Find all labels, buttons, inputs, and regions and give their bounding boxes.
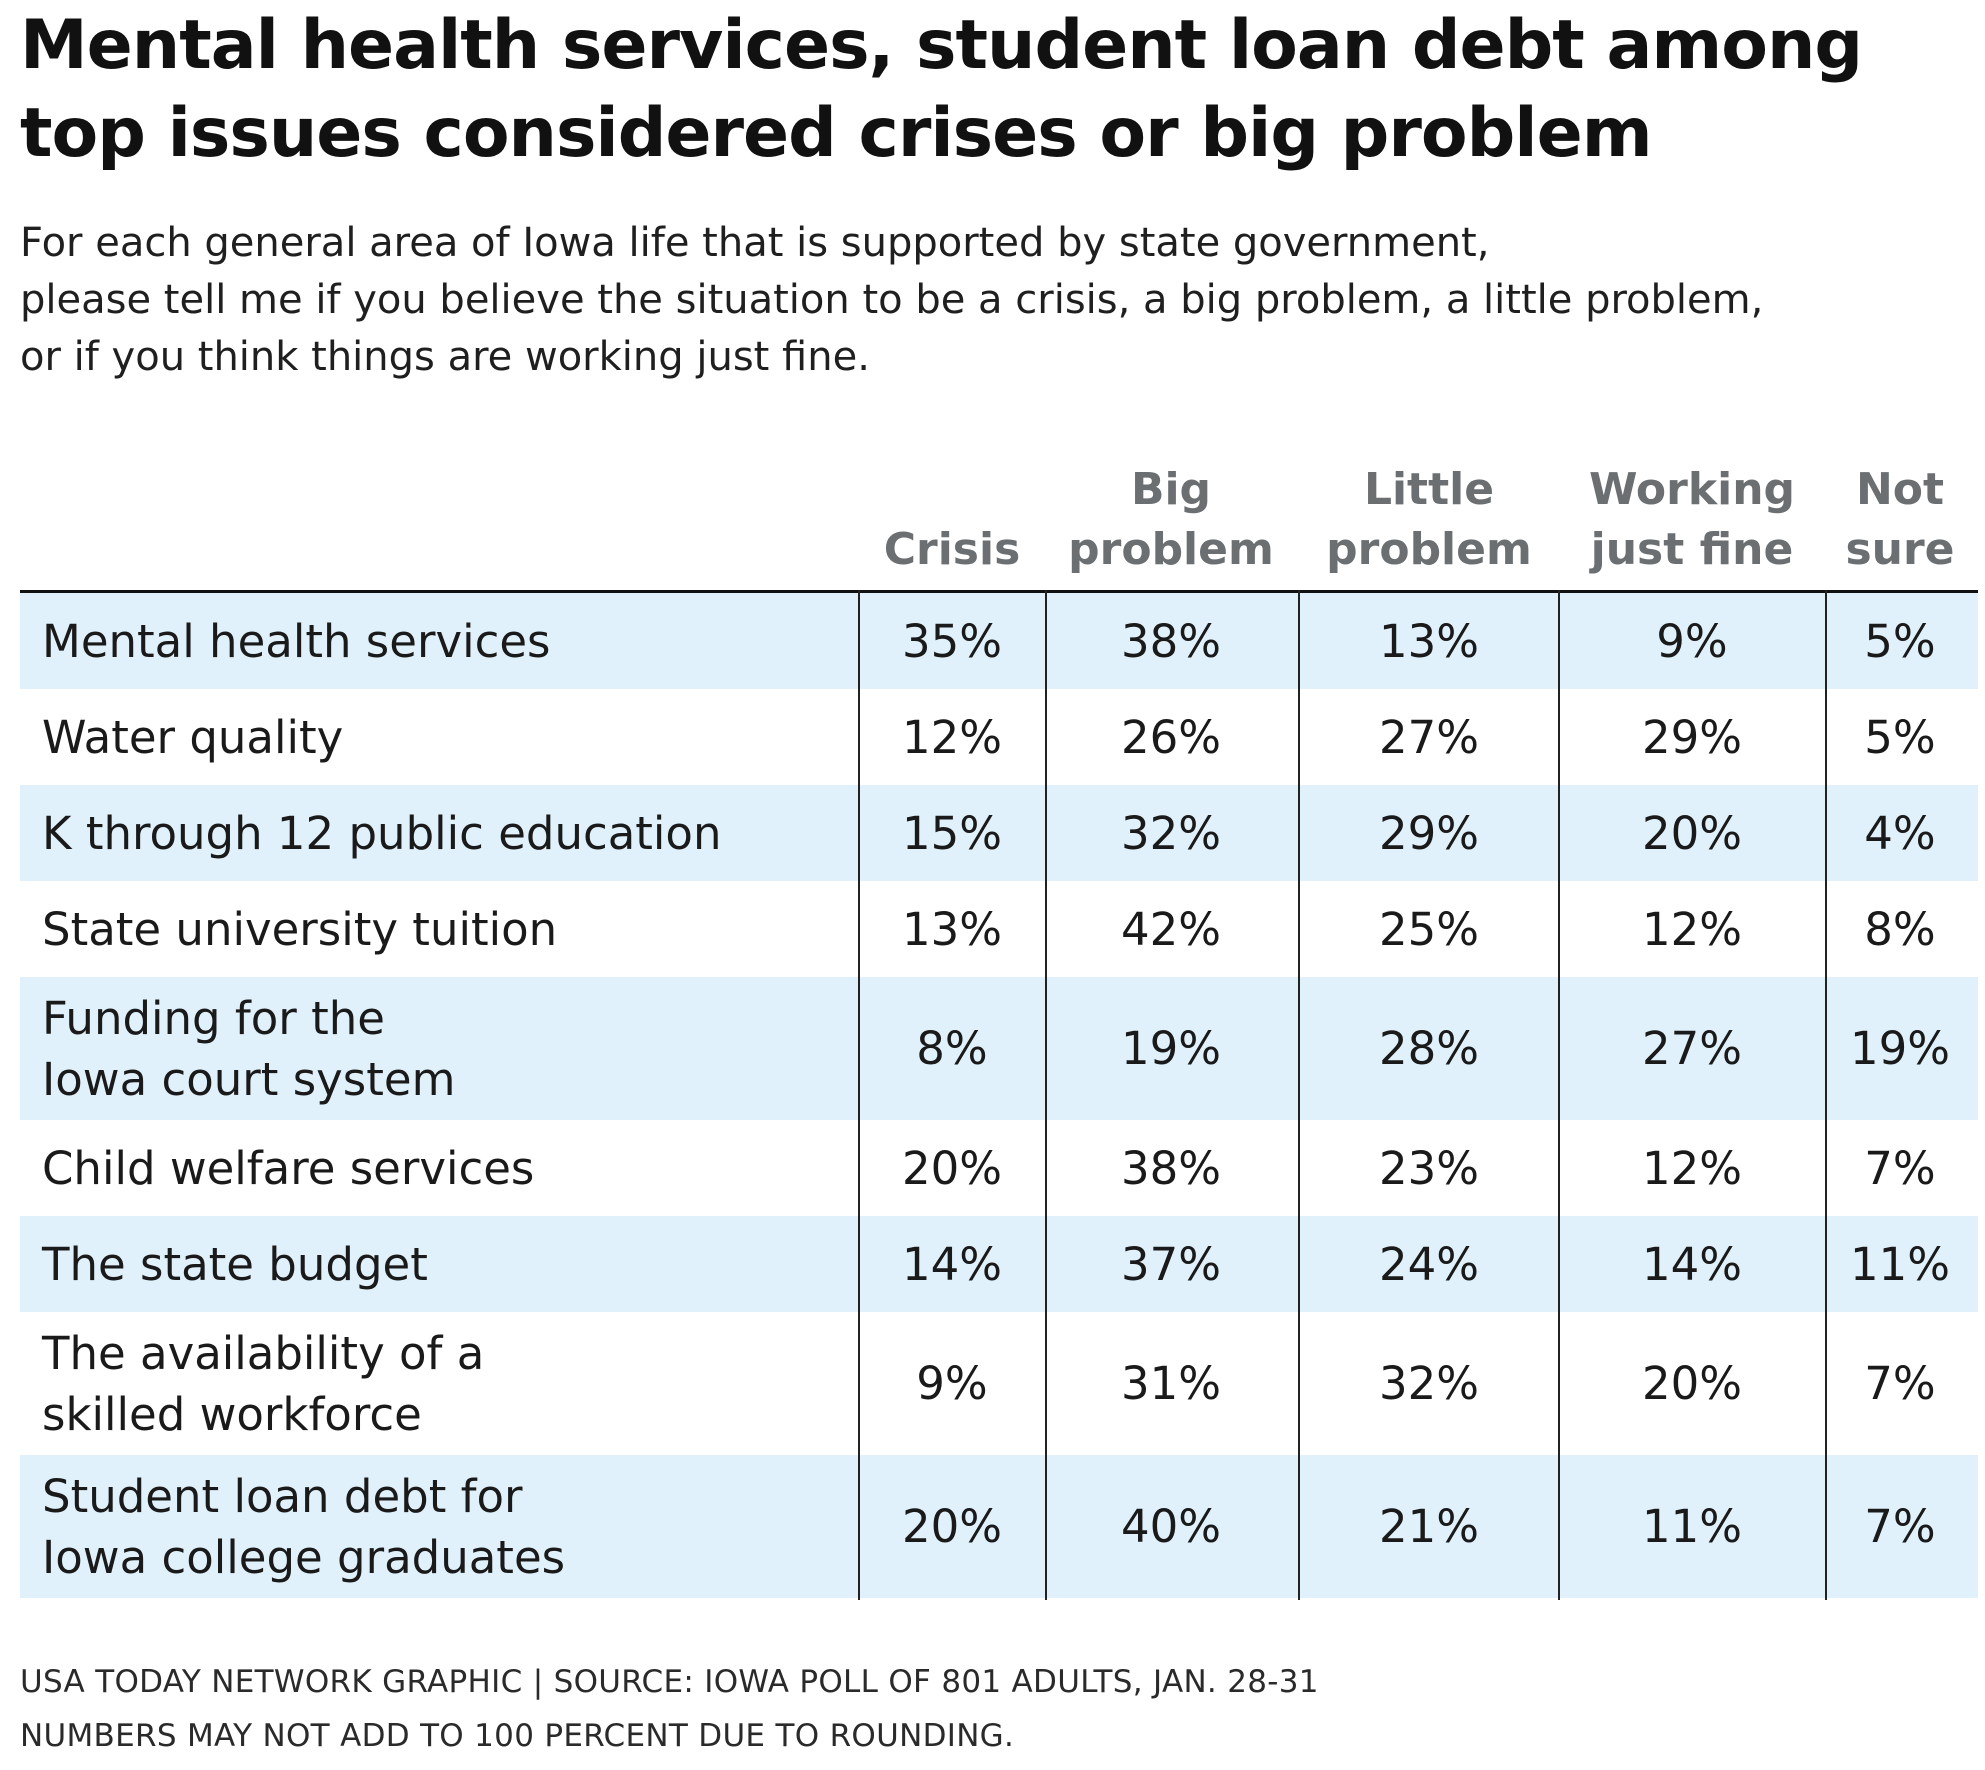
chart-subtitle-line-2: please tell me if you believe the situation to be a crisis, a big problem, a little problem, — [20, 277, 1764, 323]
column-header-line: Not — [1855, 464, 1945, 515]
value-cell-crisis: 12% — [901, 710, 1003, 764]
value-cell-big-problem: 38% — [1120, 1141, 1222, 1195]
row-label-line: State university tuition — [42, 902, 558, 956]
row-label-line: Child welfare services — [42, 1141, 535, 1195]
column-header-little-problem — [1279, 460, 1579, 580]
value-cell-little-problem: 21% — [1378, 1500, 1480, 1553]
value-cell-not-sure: 19% — [1849, 1022, 1951, 1075]
value-cell-working-just-fine: 20% — [1641, 806, 1743, 860]
row-label-line: K through 12 public education — [42, 806, 722, 860]
value-cell-working-just-fine: 14% — [1641, 1237, 1743, 1291]
row-label-line: Funding for the — [42, 991, 385, 1045]
column-header-line: Working — [1588, 464, 1796, 515]
value-cell-working-just-fine: 20% — [1641, 1357, 1743, 1410]
value-cell-not-sure: 7% — [1864, 1357, 1936, 1410]
value-cell-little-problem: 28% — [1378, 1022, 1480, 1075]
column-header-line: just fine — [1590, 524, 1794, 575]
value-cell-working-just-fine: 11% — [1641, 1500, 1743, 1553]
value-cell-crisis: 15% — [901, 806, 1003, 860]
chart-title-line-1: Mental health services, student loan debt among — [20, 6, 1863, 85]
value-cell-crisis: 8% — [916, 1022, 988, 1075]
column-header-big-problem — [1021, 460, 1321, 580]
value-cell-big-problem: 40% — [1120, 1500, 1222, 1553]
value-cell-crisis: 20% — [901, 1141, 1003, 1195]
chart-subtitle — [20, 215, 1960, 386]
source-line: USA TODAY NETWORK GRAPHIC | SOURCE: IOWA POLL OF 801 ADULTS, JAN. 28-31 — [20, 1664, 1319, 1700]
row-label — [42, 1312, 484, 1455]
chart-footer — [20, 1655, 1960, 1763]
value-cell-working-just-fine: 9% — [1656, 614, 1728, 668]
value-cell-not-sure: 7% — [1864, 1500, 1936, 1553]
chart-subtitle-line-3: or if you think things are working just fine. — [20, 334, 870, 380]
value-cell-working-just-fine: 27% — [1641, 1022, 1743, 1075]
value-cell-crisis: 35% — [901, 614, 1003, 668]
table-body — [20, 593, 1978, 1598]
row-label-line: Iowa court system — [42, 1052, 456, 1106]
column-header-line: problem — [1326, 524, 1532, 575]
value-cell-big-problem: 19% — [1120, 1022, 1222, 1075]
value-cell-little-problem: 32% — [1378, 1357, 1480, 1410]
column-header-line: problem — [1068, 524, 1274, 575]
value-cell-not-sure: 8% — [1864, 902, 1936, 956]
chart-title — [20, 2, 1960, 178]
table-header-row — [20, 440, 1978, 593]
value-cell-little-problem: 23% — [1378, 1141, 1480, 1195]
value-cell-working-just-fine: 29% — [1641, 710, 1743, 764]
value-cell-big-problem: 37% — [1120, 1237, 1222, 1291]
column-header-line: Big — [1130, 464, 1212, 515]
chart-title-line-2: top issues considered crises or big problem — [20, 94, 1652, 173]
row-label — [42, 881, 557, 977]
row-label-line: The availability of a — [42, 1326, 485, 1380]
value-cell-big-problem: 42% — [1120, 902, 1222, 956]
column-header-line: Crisis — [883, 524, 1021, 575]
row-label-line: Student loan debt for — [42, 1469, 523, 1523]
value-cell-big-problem: 26% — [1120, 710, 1222, 764]
poll-results-table — [20, 440, 1978, 1598]
value-cell-not-sure: 5% — [1864, 614, 1936, 668]
row-label-line: The state budget — [42, 1237, 428, 1291]
column-divider — [1825, 590, 1827, 1600]
table-row — [20, 593, 1978, 689]
column-divider — [1045, 590, 1047, 1600]
value-cell-not-sure: 11% — [1849, 1237, 1951, 1291]
value-cell-crisis: 20% — [901, 1500, 1003, 1553]
row-label — [42, 785, 721, 881]
row-label-line: Iowa college graduates — [42, 1530, 566, 1584]
row-label-line: skilled workforce — [42, 1387, 422, 1441]
value-cell-crisis: 14% — [901, 1237, 1003, 1291]
value-cell-crisis: 9% — [916, 1357, 988, 1410]
value-cell-little-problem: 25% — [1378, 902, 1480, 956]
column-header-line: sure — [1845, 524, 1955, 575]
row-label — [42, 689, 343, 785]
row-label — [42, 593, 550, 689]
row-label — [42, 977, 455, 1120]
table-row — [20, 1216, 1978, 1312]
value-cell-little-problem: 29% — [1378, 806, 1480, 860]
table-row — [20, 1120, 1978, 1216]
value-cell-not-sure: 4% — [1864, 806, 1936, 860]
table-row — [20, 689, 1978, 785]
value-cell-crisis: 13% — [901, 902, 1003, 956]
column-header-line: Little — [1363, 464, 1495, 515]
chart-subtitle-line-1: For each general area of Iowa life that is supported by state government, — [20, 220, 1490, 266]
row-label-line: Mental health services — [42, 614, 551, 668]
table-row — [20, 1312, 1978, 1455]
row-label — [42, 1216, 428, 1312]
value-cell-not-sure: 7% — [1864, 1141, 1936, 1195]
column-divider — [858, 590, 860, 1600]
value-cell-little-problem: 24% — [1378, 1237, 1480, 1291]
row-label — [42, 1455, 565, 1598]
column-divider — [1298, 590, 1300, 1600]
table-row — [20, 881, 1978, 977]
value-cell-big-problem: 31% — [1120, 1357, 1222, 1410]
value-cell-working-just-fine: 12% — [1641, 902, 1743, 956]
column-header-not-sure — [1750, 460, 1985, 580]
value-cell-not-sure: 5% — [1864, 710, 1936, 764]
table-row — [20, 1455, 1978, 1598]
row-label-line: Water quality — [42, 710, 344, 764]
table-row — [20, 785, 1978, 881]
value-cell-big-problem: 38% — [1120, 614, 1222, 668]
column-divider — [1558, 590, 1560, 1600]
value-cell-little-problem: 27% — [1378, 710, 1480, 764]
value-cell-big-problem: 32% — [1120, 806, 1222, 860]
value-cell-working-just-fine: 12% — [1641, 1141, 1743, 1195]
table-row — [20, 977, 1978, 1120]
row-label — [42, 1120, 534, 1216]
value-cell-little-problem: 13% — [1378, 614, 1480, 668]
rounding-note: NUMBERS MAY NOT ADD TO 100 PERCENT DUE TO ROUNDING. — [20, 1718, 1015, 1754]
